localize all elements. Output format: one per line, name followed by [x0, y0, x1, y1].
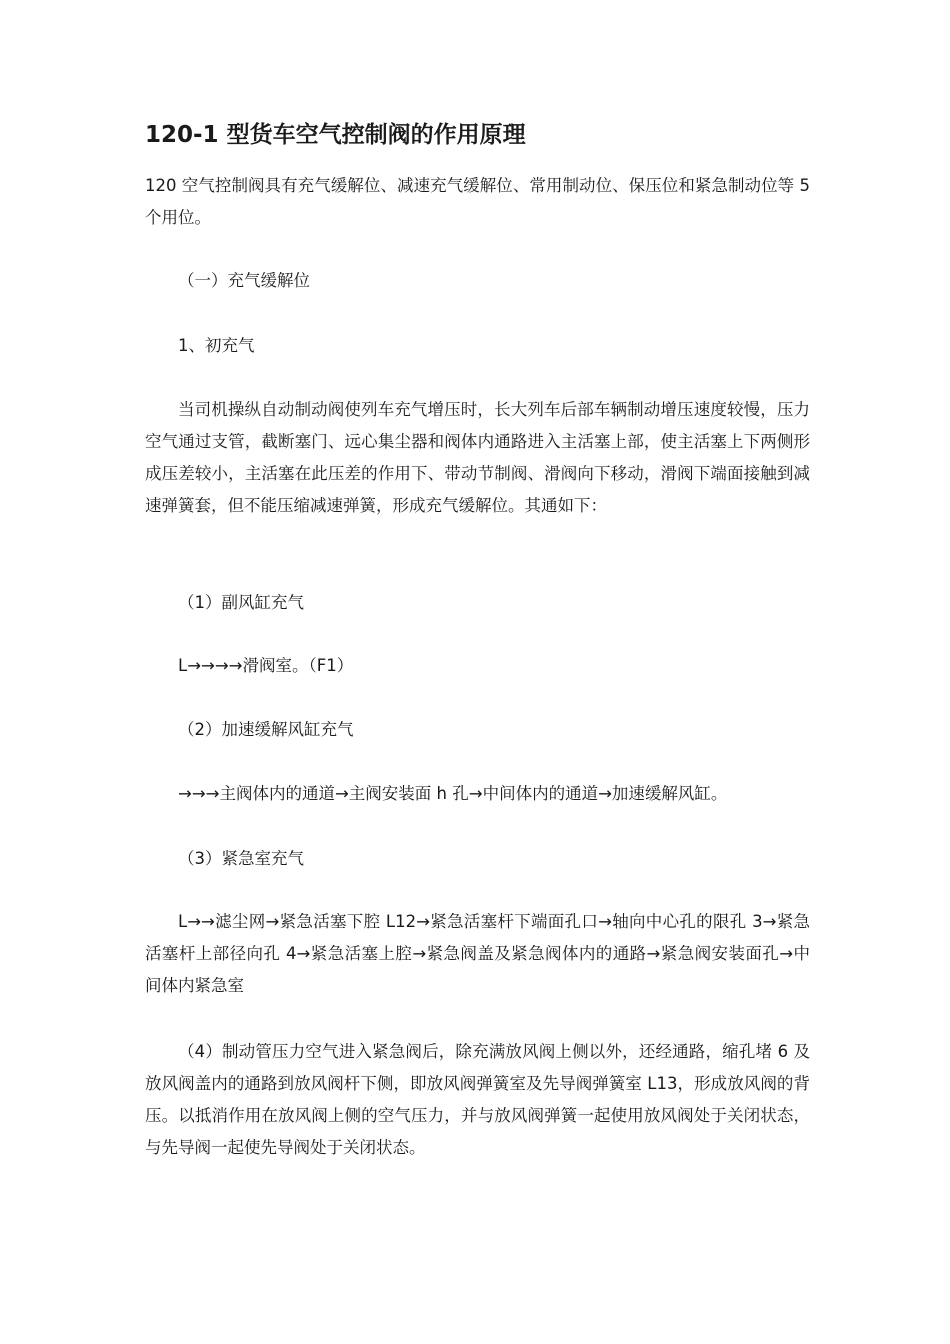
subsection-heading: 1、初充气 [178, 336, 255, 355]
document-title: 120-1 型货车空气控制阀的作用原理 [145, 122, 526, 148]
intro-paragraph: 120 空气控制阀具有充气缓解位、减速充气缓解位、常用制动位、保压位和紧急制动位等 5 个用位。 [145, 176, 810, 227]
item-paragraph: （4）制动管压力空气进入紧急阀后，除充满放风阀上侧以外，还经通路，缩孔堵 6 及放风阀盖内的通路到放风阀杆下侧，即放风阀弹簧室及先导阀弹簧室 L13，形成放风阀的背压。以抵消作用在放风阀上侧的空气压力，并与放风阀弹簧一起使用放风阀处于关闭状态，与先导阀一起使先导阀处于关闭状态。 [145, 1042, 810, 1157]
item-heading: （2）加速缓解风缸充气 [178, 720, 354, 739]
section-heading: （一）充气缓解位 [178, 271, 310, 290]
item-text: L→→→→滑阀室。（F1） [178, 656, 354, 675]
item-heading: （1）副风缸充气 [178, 593, 304, 612]
body-paragraph: 当司机操纵自动制动阀使列车充气增压时，长大列车后部车辆制动增压速度较慢，压力空气通过支管，截断塞门、远心集尘器和阀体内通路进入主活塞上部，使主活塞上下两侧形成压差较小，主活塞在此压差的作用下、带动节制阀、滑阀向下移动，滑阀下端面接触到减速弹簧套，但不能压缩减速弹簧，形成充气缓解位。其通如下： [145, 400, 810, 515]
item-heading: （3）紧急室充气 [178, 849, 304, 868]
item-text: →→→主阀体内的通道→主阀安装面 h 孔→中间体内的通道→加速缓解风缸。 [178, 784, 728, 803]
item-text: L→→滤尘网→紧急活塞下腔 L12→紧急活塞杆下端面孔口→轴向中心孔的限孔 3→紧急活塞杆上部径向孔 4→紧急活塞上腔→紧急阀盖及紧急阀体内的通路→紧急阀安装面孔→中间体内紧急室 [145, 912, 810, 995]
